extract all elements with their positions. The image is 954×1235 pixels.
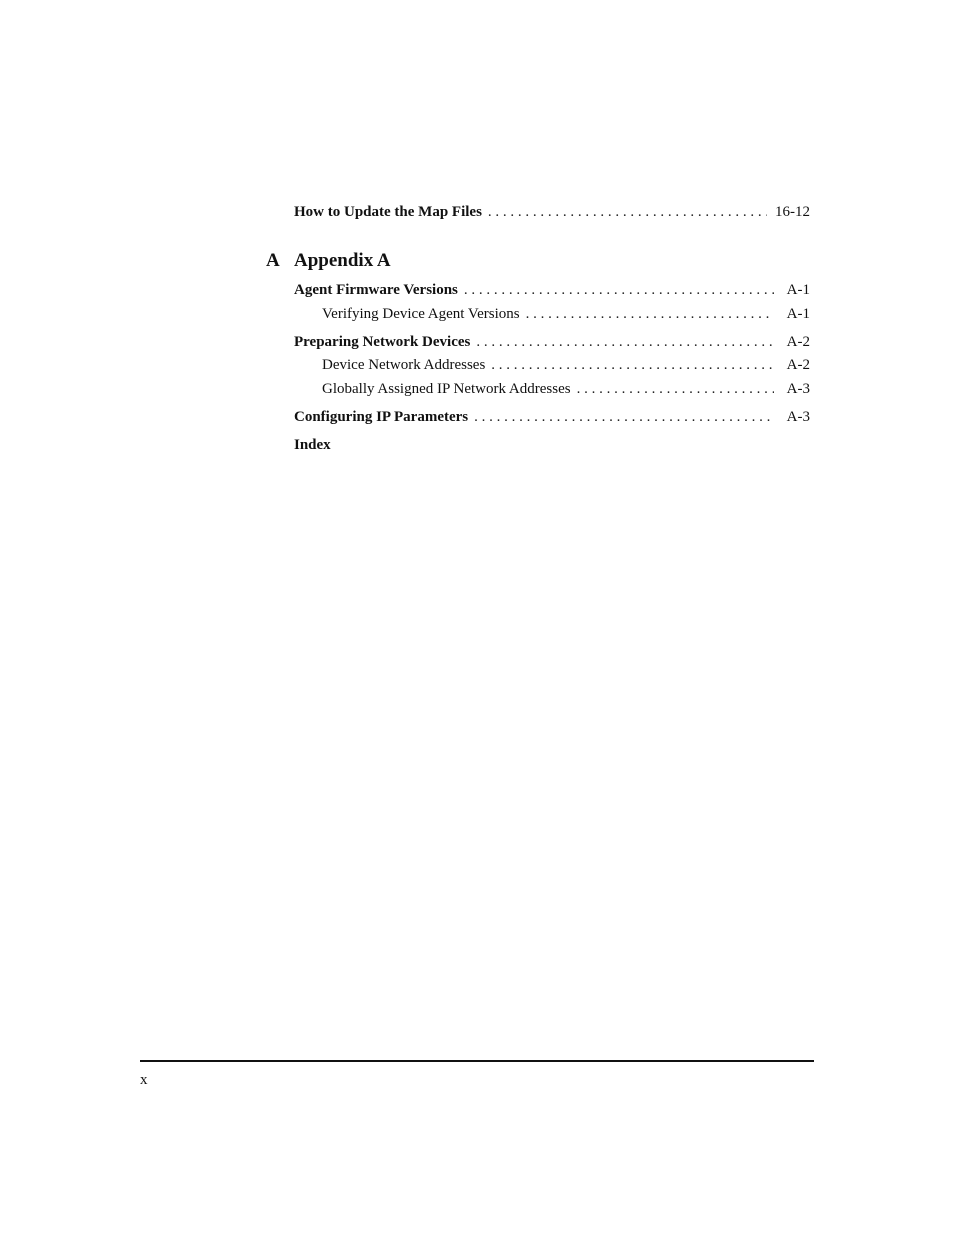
dot-leader [474,408,774,426]
page-number: x [140,1072,148,1088]
toc-entry-page: A-3 [786,381,810,397]
toc-entry-index[interactable]: Index [294,437,331,453]
toc-entry-title: Verifying Device Agent Versions [322,306,520,322]
dot-leader [476,333,774,351]
dot-leader [491,356,774,374]
toc-entry-verifying-device-agent-versions[interactable] [322,305,810,323]
toc-entry-update-map-files[interactable] [294,203,810,221]
appendix-heading[interactable] [266,250,391,272]
appendix-letter: A [266,250,280,271]
toc-entry-configuring-ip-parameters[interactable] [294,408,810,426]
dot-leader [488,203,767,221]
toc-entry-title: How to Update the Map Files [294,204,482,220]
appendix-title: Appendix A [294,250,391,271]
dot-leader [577,380,774,398]
toc-entry-page: A-2 [786,334,810,350]
toc-entry-page: A-2 [786,357,810,373]
toc-entry-globally-assigned-ip-network-addresses[interactable] [322,380,810,398]
toc-entry-page: A-1 [786,306,810,322]
toc-entry-page: A-1 [786,282,810,298]
footer-rule [140,1060,814,1062]
toc-entry-agent-firmware-versions[interactable] [294,281,810,299]
toc-entry-title: Preparing Network Devices [294,334,471,350]
toc-entry-title: Device Network Addresses [322,357,486,373]
toc-entry-page: A-3 [786,409,810,425]
toc-entry-device-network-addresses[interactable] [322,356,810,374]
dot-leader [526,305,774,323]
toc-entry-preparing-network-devices[interactable] [294,333,810,351]
toc-entry-title: Globally Assigned IP Network Addresses [322,381,571,397]
toc-entry-title: Configuring IP Parameters [294,409,469,425]
toc-entry-page: 16-12 [775,204,810,220]
dot-leader [464,281,774,299]
toc-entry-title: Agent Firmware Versions [294,282,458,298]
